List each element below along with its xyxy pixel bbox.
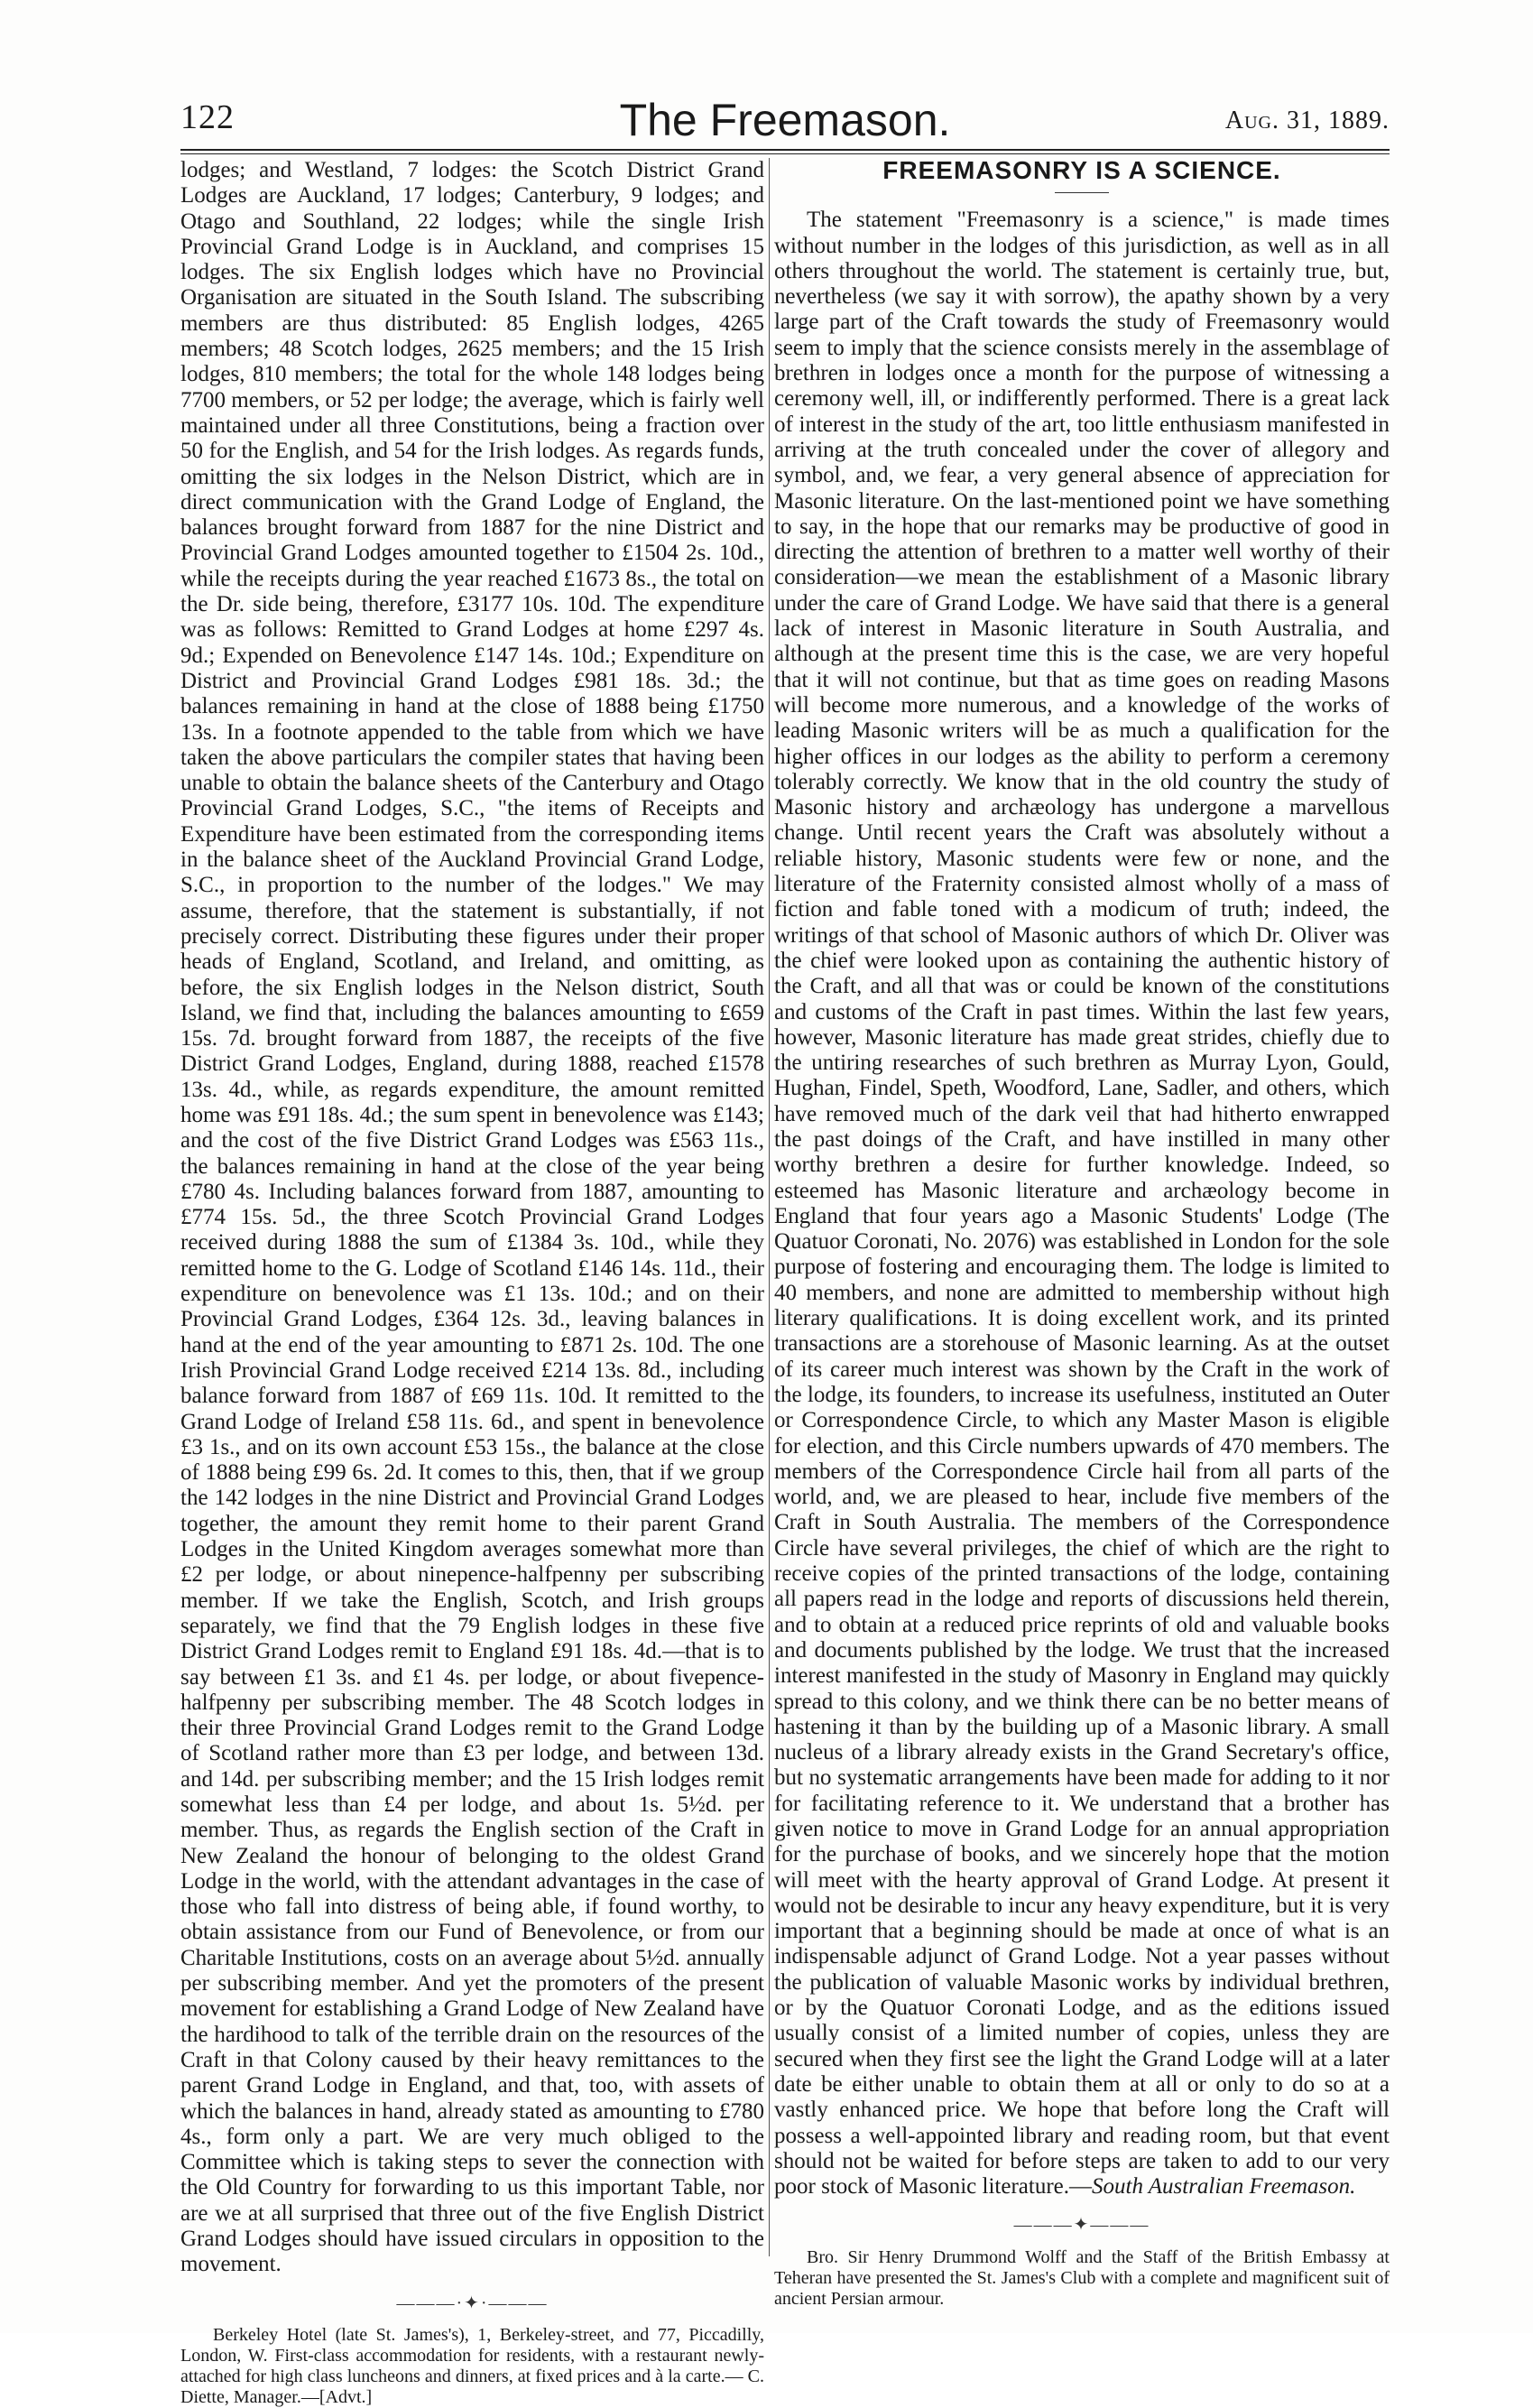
section-ornament-right: ———✦——— [1013, 2215, 1150, 2236]
page-header [180, 94, 1390, 148]
article-source: South Australian Freemason. [1092, 2174, 1356, 2200]
left-column [180, 158, 764, 2408]
hotel-advertisement: Berkeley Hotel (late St. James's), 1, Berkeley-street, and 77, Piccadilly, London, W. First-class accommodation for residents, with a restaurant newly-attached for high class luncheons and dinners, at fixed prices and à la carte.— C. Diette, Manager.—[Advt.] [180, 2324, 764, 2407]
article-body-text: The statement "Freemasonry is a science," is made times without number in the lodges of this jurisdiction, as well as in all others throughout the world. The statement is certainly true, but, nevertheless (we say it with sorrow), the apathy shown by a very large part of the Craft towards the study of Freemasonry would seem to imply that the science consists merely in the assemblage of brethren in lodges once a month for the purpose of witnessing a ceremony well, ill, or indifferently performed. There is a great lack of interest in the study of the art, too little enthusiasm manifested in arriving at the truth concealed under the cover of allegory and symbol, and, we fear, a very general absence of appreciation for Masonic literature. On the last-mentioned point we have something to say, in the hope that our remarks may be productive of good in directing the attention of brethren to a matter well worthy of their consideration—we mean the establishment of a Masonic library under the care of Grand Lodge. We have said that there is a general lack of interest in Masonic literature in South Australia, and although at the present time this is the case, we are very hopeful that it will not continue, but that as time goes on reading Masons will become more numerous, and a knowledge of the works of leading Masonic writers will be as much a qualification for the higher offices in our lodges as the ability to perform a ceremony tolerably correctly. We know that in the old country the study of Masonic history and archæology has undergone a marvellous change. Until recent years the Craft was absolutely without a reliable history, Masonic students were few or none, and the literature of the Fraternity consisted almost wholly of a mass of fiction and fable toned with a modicum of truth; indeed, the writings of that school of Masonic authors of which Dr. Oliver was the chief were looked upon as containing the authentic history of the Craft, and all that was or could be known of the constitutions and customs of the Craft in past times. Within the last few years, however, Masonic literature has made great strides, chiefly due to the untiring researches of such brethren as Murray Lyon, Gould, Hughan, Findel, Speth, Woodford, Lane, Sadler, and others, which have removed much of the dark veil that had hitherto enwrapped the past doings of the Craft, and have instilled in many other worthy brethren a desire for further knowledge. Indeed, so esteemed has Masonic literature and archæology become in England that four years ago a Masonic Students' Lodge (The Quatuor Coronati, No. 2076) was established in London for the sole purpose of fostering and encouraging them. The lodge is limited to 40 members, and none are admitted to membership without high literary qualifications. It is doing excellent work, and its printed transactions are a storehouse of Masonic learning. As at the outset of its career much interest was shown by the Craft in the work of the lodge, its founders, to increase its usefulness, instituted an Outer or Correspondence Circle, to which any Master Mason is eligible for election, and this Circle numbers upwards of 470 members. The members of the Correspondence Circle hail from all parts of the world, and, we are pleased to hear, include five members of the Craft in South Australia. The members of the Correspondence Circle have several privileges, the chief of which are the right to receive copies of the printed transactions of the lodge, containing all papers read in the lodge and reports of discussions held therein, and to obtain at a reduced price reprints of old and valuable books and documents published by the lodge. We trust that the increased interest manifested in the study of Masonry in England may quickly spread to this colony, and we think there can be no better means of hastening it than by the building up of a Masonic library. A small nucleus of a library already exists in the Grand Secretary's office, but no systematic arrangements have been made for adding to it nor for facilitating reference to it. We understand that a brother has given notice to move in Grand Lodge for an annual appropriation for the purchase of books, and we sincerely hope that the motion will meet with the hearty approval of Grand Lodge. At present it would not be desirable to incur any heavy expenditure, but it is very important that a beginning should be made at once of what is an indispensable adjunct of Grand Lodge. Not a year passes without the publication of valuable Masonic works by individual brethren, or by the Quatuor Coronati Lodge, and as the editions issued usually consist of a limited number of copies, unless they are secured when they first see the light the Grand Lodge will at a later date be either unable to obtain them at all or only to do so at a vastly enhanced price. We hope that before long the Craft will possess a well-appointed library and reading room, but that event should not be waited for before steps are taken to add to our very poor stock of Masonic literature.— [774, 208, 1390, 2200]
right-column [774, 158, 1390, 2310]
column-divider [769, 158, 770, 2256]
header-rule-thick [180, 149, 1390, 151]
header-rule-thin [180, 153, 1390, 154]
issue-date: Aug. 31, 1889. [1224, 107, 1390, 134]
page-number: 122 [180, 98, 235, 136]
article-title: FREEMASONRY IS A SCIENCE. [882, 156, 1281, 184]
title-rule [1055, 192, 1109, 193]
article-continuation-text: lodges; and Westland, 7 lodges: the Scotch District Grand Lodges are Auckland, 17 lodges; Canterbury, 9 lodges; and Otago and Southland, 22 lodges; while the single Irish Provincial Grand Lodge is in Auckland, and comprises 15 lodges. The six English lodges which have no Provincial Organisation are situated in the South Island. The subscribing members are thus distributed: 85 English lodges, 4265 members; 48 Scotch lodges, 2625 members; and the 15 Irish lodges, 810 members; the total for the whole 148 lodges being 7700 members, or 52 per lodge; the average, which is fairly well maintained under all three Constitutions, being a fraction over 50 for the English, and 54 for the Irish lodges. As regards funds, omitting the six lodges in the Nelson District, which are in direct communication with the Grand Lodge of England, the balances brought forward from 1887 for the nine District and Provincial Grand Lodges amounted together to £1504 2s. 10d., while the receipts during the year reached £1673 8s., the total on the Dr. side being, therefore, £3177 10s. 10d. The expenditure was as follows: Remitted to Grand Lodges at home £297 4s. 9d.; Expended on Benevolence £147 14s. 10d.; Expenditure on District and Provincial Grand Lodges £981 18s. 3d.; the balances remaining in hand at the close of 1888 being £1750 13s. In a footnote appended to the table from which we have taken the above particulars the compiler states that having been unable to obtain the balance sheets of the Canterbury and Otago Provincial Grand Lodges, S.C., "the items of Receipts and Expenditure have been estimated from the corresponding items in the balance sheet of the Auckland Provincial Grand Lodge, S.C., in proportion to the number of the lodges." We may assume, therefore, that the statement is substantially, if not precisely correct. Distributing these figures under their proper heads of England, Scotland, and Ireland, and omitting, as before, the six English lodges in the Nelson district, South Island, we find that, including the balances amounting to £659 15s. 7d. brought forward from 1887, the receipts of the five District Grand Lodges, England, during 1888, reached £1578 13s. 4d., while, as regards expenditure, the amount remitted home was £91 18s. 4d.; the sum spent in benevolence was £143; and the cost of the five District Grand Lodges was £563 11s., the balances remaining in hand at the close of the year being £780 4s. Including balances forward from 1887, amounting to £774 15s. 5d., the three Scotch Provincial Grand Lodges received during 1888 the sum of £1384 3s. 10d., while they remitted home to the G. Lodge of Scotland £146 14s. 11d., their expenditure on benevolence was £1 13s. 10d.; and on their Provincial Grand Lodges, £364 12s. 3d., leaving balances in hand at the end of the year amounting to £871 2s. 10d. The one Irish Provincial Grand Lodge received £214 13s. 8d., including balance forward from 1887 of £69 11s. 10d. It remitted to the Grand Lodge of Ireland £58 11s. 6d., and spent in benevolence £3 1s., and on its own account £53 15s., the balance at the close of 1888 being £99 6s. 2d. It comes to this, then, that if we group the 142 lodges in the nine District and Provincial Grand Lodges together, the amount they remit home to their parent Grand Lodges in the United Kingdom averages somewhat more than £2 per lodge, or about ninepence-halfpenny per subscribing member. If we take the English, Scotch, and Irish groups separately, we find that the 79 English lodges in these five District Grand Lodges remit to England £91 18s. 4d.—that is to say between £1 3s. and £1 4s. per lodge, or about fivepence-halfpenny per subscribing member. The 48 Scotch lodges in their three Provincial Grand Lodges remit to the Grand Lodge of Scotland rather more than £3 per lodge, and between 13d. and 14d. per subscribing member; and the 15 Irish lodges remit somewhat less than £4 per lodge, and about 1s. 5½d. per member. Thus, as regards the English section of the Craft in New Zealand the honour of belonging to the oldest Grand Lodge in the world, with the attendant advantages in the case of those who fall into distress of being able, if found worthy, to obtain assistance from our Fund of Benevolence, or from our Charitable Institutions, costs on an average about 5½d. annually per subscribing member. And yet the promoters of the present movement for establishing a Grand Lodge of New Zealand have the hardihood to talk of the terrible drain on the resources of the Craft in that Colony caused by their heavy remittances to the parent Grand Lodge in England, and that, too, with assets of which the balances in hand, already stated as amounting to £780 4s., form only a part. We are very much obliged to the Committee which is taking steps to sever the connection with the Old Country for forwarding to us this important Table, nor are we at all surprised that three out of the five English District Grand Lodges should have issued circulars in opposition to the movement. [180, 158, 764, 2277]
masthead-title: The Freemason. [619, 95, 951, 145]
article-body [774, 208, 1390, 2200]
section-ornament: ———·✦·——— [396, 2292, 549, 2313]
embassy-notice: Bro. Sir Henry Drummond Wolff and the Staff of the British Embassy at Teheran have presented the St. James's Club with a complete and magnificent suit of ancient Persian armour. [774, 2246, 1390, 2309]
